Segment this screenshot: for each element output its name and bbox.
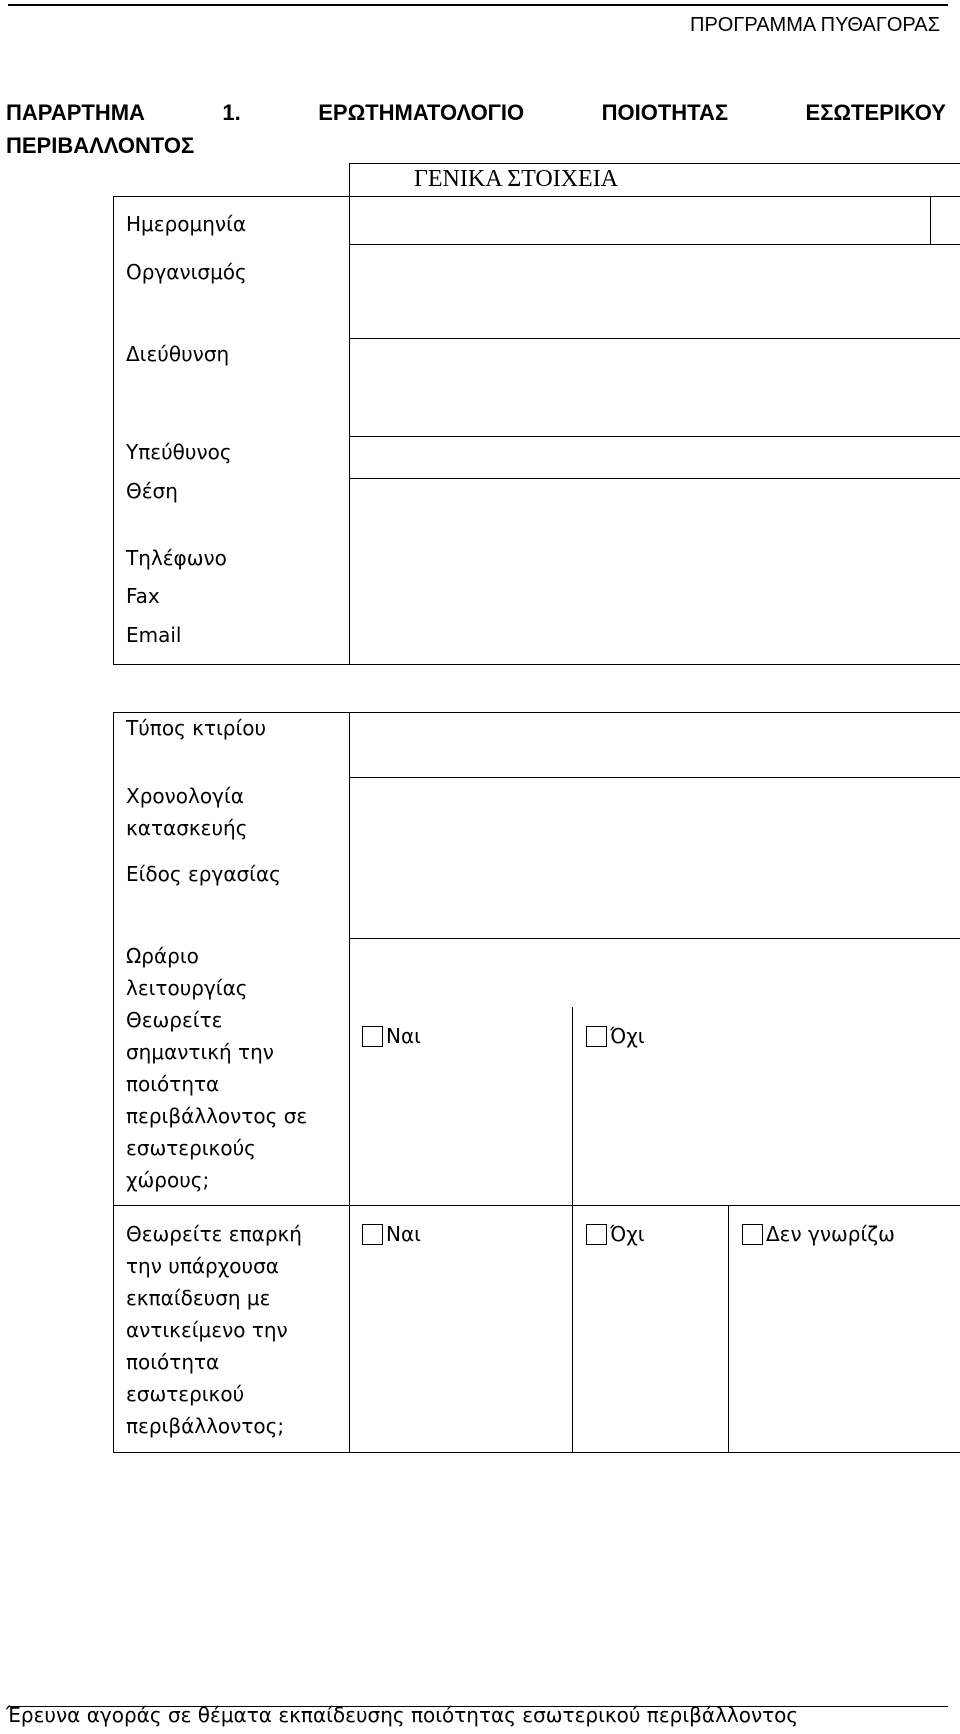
table-rule: [349, 777, 960, 778]
program-title: ΠΡΟΓΡΑΜΜΑ ΠΥΘΑΓΟΡΑΣ: [690, 14, 940, 36]
general-info-title: ΓΕΝΙΚΑ ΣΤΟΙΧΕΙΑ: [414, 166, 619, 192]
annex-heading: [6, 96, 946, 162]
table-rule: [572, 1007, 573, 1452]
q1-yes-option[interactable]: Ναι: [362, 1024, 421, 1048]
checkbox-icon[interactable]: [586, 1224, 607, 1245]
table-rule: [349, 244, 960, 245]
table-rule: [349, 712, 350, 1452]
table-rule: [113, 1205, 960, 1206]
annex-word: ΠΑΡΑΡΤΗΜΑ: [6, 100, 145, 125]
date-label: Ημερομηνία: [126, 212, 247, 236]
table-rule: [349, 478, 960, 479]
annex-word: 1.: [222, 100, 241, 125]
q2-dont-know-option[interactable]: Δεν γνωρίζω: [742, 1222, 895, 1246]
checkbox-icon[interactable]: [742, 1224, 763, 1245]
position-label: Θέση: [126, 479, 178, 503]
table-rule: [349, 938, 960, 939]
phone-label: Τηλέφωνο: [126, 546, 227, 570]
building-type-label: Τύπος κτιρίου: [126, 716, 267, 740]
manager-label: Υπεύθυνος: [126, 440, 232, 464]
address-label: Διεύθυνση: [126, 342, 230, 366]
annex-word: ΕΣΩΤΕΡΙΚΟΥ: [805, 100, 946, 125]
table-rule: [113, 664, 960, 665]
table-rule: [113, 1452, 960, 1453]
work-type-label: Είδος εργασίας: [126, 862, 281, 886]
organization-label: Οργανισμός: [126, 260, 247, 284]
q2-no-option[interactable]: Όχι: [586, 1222, 645, 1246]
annex-word: ΠΟΙΟΤΗΤΑΣ: [601, 100, 729, 125]
table-rule: [113, 196, 114, 664]
fax-label: Fax: [126, 584, 160, 608]
table-rule: [349, 436, 960, 437]
checkbox-icon[interactable]: [362, 1026, 383, 1047]
annex-line-2: ΠΕΡΙΒΑΛΛΟΝΤΟΣ: [6, 133, 195, 158]
q2-yes-option[interactable]: Ναι: [362, 1222, 421, 1246]
annex-word: ΕΡΩΤΗΜΑΤΟΛΟΓΙΟ: [318, 100, 525, 125]
table-rule: [113, 196, 960, 197]
question-2-text: Θεωρείτε επαρκή την υπάρχουσα εκπαίδευση με αντικείμενο την ποιότητα εσωτερικού περιβάλλοντος;: [126, 1222, 302, 1438]
table-rule: [728, 1205, 729, 1452]
opening-hours-label: Ωράριο λειτουργίας: [126, 944, 248, 1000]
footer-text: Έρευνα αγοράς σε θέματα εκπαίδευσης ποιότητας εσωτερικού περιβάλλοντος: [6, 1703, 799, 1727]
table-rule: [349, 163, 350, 664]
table-rule: [930, 196, 931, 244]
construction-year-label: Χρονολογία κατασκευής: [126, 784, 248, 840]
table-rule: [349, 338, 960, 339]
table-rule: [349, 163, 960, 164]
question-1-text: Θεωρείτε σημαντική την ποιότητα περιβάλλοντος σε εσωτερικούς χώρους;: [126, 1008, 308, 1192]
q1-no-option[interactable]: Όχι: [586, 1024, 645, 1048]
checkbox-icon[interactable]: [586, 1026, 607, 1047]
checkbox-icon[interactable]: [362, 1224, 383, 1245]
email-label: Email: [126, 623, 182, 647]
table-rule: [113, 712, 114, 1452]
header-rule: [8, 4, 948, 6]
